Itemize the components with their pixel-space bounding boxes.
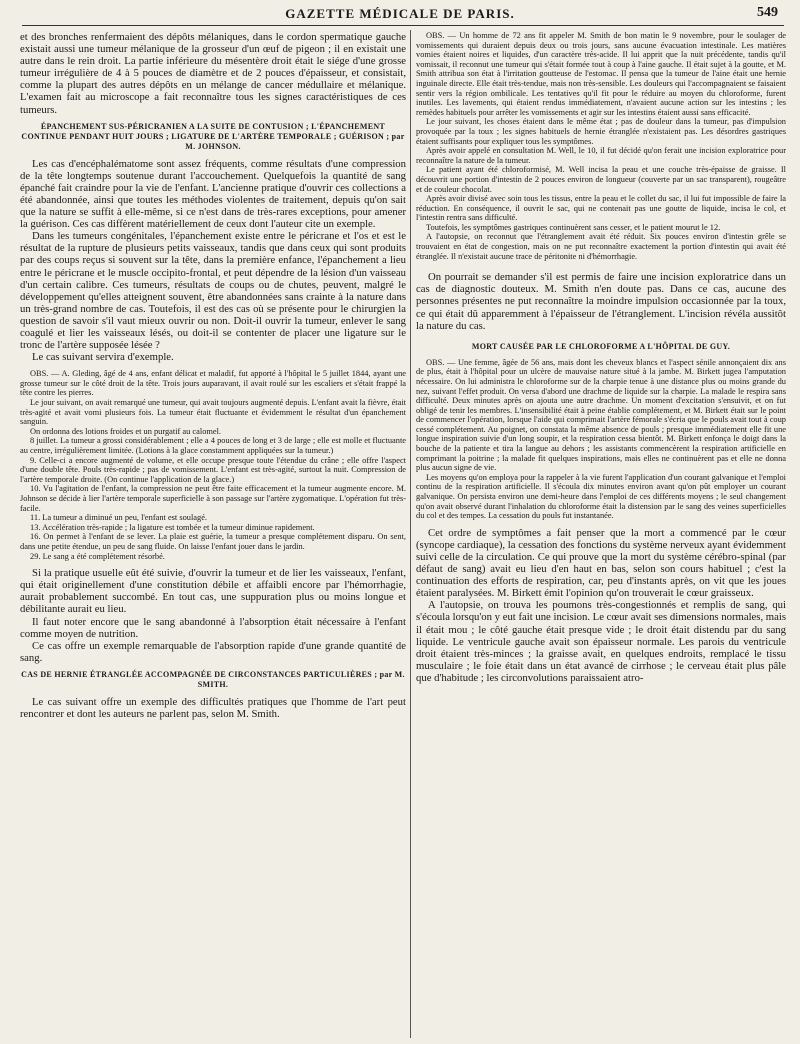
column-divider bbox=[410, 30, 411, 1038]
observation-paragraph: 11. La tumeur a diminué un peu, l'enfant est soulagé. bbox=[30, 513, 208, 523]
paragraph: Cet ordre de symptômes a fait penser que la mort a commencé par le cœur (syncope cardiaque), la cessation des fonctions du système nerveux ayant évidemment suivi celle de la circulation. Ce qui prouve que la mort du système cérébro-spinal (par défaut de sang) avait eu lieu d'en haut en bas, selon son cours habituel ; c'est la continuation des efforts de respiration, car, peu d'instants après, on vit que les joues étaient paralysées. M. Birkett émit l'opinion qu'on trouverait le cœur graisseux. bbox=[416, 526, 786, 600]
paragraph: Le cas suivant servira d'exemple. bbox=[32, 351, 174, 364]
observation-paragraph: Les moyens qu'on employa pour la rappeler à la vie furent l'application d'un courant galvanique et l'emploi continu de la respiration artificielle. Il s'écoula dix minutes environ avant qu'on pût employer un courant galvanique. On persista environ une demi-heure dans l'emploi de ces différents moyens ; le seul changement qu'on avait observé durant l'inhalation du chloroforme était la distension par le sang des veines superficielles du col et des tempes. La cessation du pouls fut instantanée. bbox=[416, 472, 786, 521]
observation-paragraph: 29. Le sang a été complétement résorbé. bbox=[30, 551, 165, 561]
section-heading: ÉPANCHEMENT SUS-PÉRICRANIEN A LA SUITE DE CONTUSION ; L'ÉPANCHEMENT CONTINUE PENDANT HUIT JOURS ; LIGATURE DE L'ARTÈRE TEMPORALE ; GUÉRISON ; par M. JOHNSON. bbox=[21, 121, 405, 151]
observation-paragraph: On ordonna des lotions froides et un purgatif au calomel. bbox=[30, 426, 222, 436]
left-column bbox=[20, 31, 406, 1036]
paragraph: Le cas suivant offre un exemple des difficultés pratiques que l'homme de l'art peut rencontrer et dont les auteurs ne parlent pas, selon M. Smith. bbox=[20, 695, 406, 720]
paragraph: et des bronches renfermaient des dépôts mélaniques, dans le cordon spermatique gauche existait aussi une tumeur mélanique de la grosseur d'un œuf de pigeon ; il en existait une autre dans le rein droit. La partie inférieure du mésentère droit était le siége d'une grosse tumeur irrégulière de 4 à 5 pouces de diamètre et de 2 pouces d'épaisseur, et consistait, comme la plupart des autres dépôts en un mélange de cancer médullaire et mélanique. L'examen fait au microscope a fait reconnaître tous les signes caractéristiques de ces tumeurs. bbox=[20, 31, 406, 116]
observation-paragraph: OBS. — A. Gleding, âgé de 4 ans, enfant délicat et maladif, fut apporté à l'hôpital le 5 juillet 1844, ayant une grosse tumeur sur le côté droit de la tête. Trois jours auparavant, il avait roulé sur les escaliers et s'était frappé la tête contre les pierres. bbox=[20, 369, 406, 398]
paragraph: On pourrait se demander s'il est permis de faire une incision exploratrice dans un cas de diagnostic douteux. M. Smith n'en doute pas. Dans ce cas, aucune des personnes présentes ne put reconnaître la moindre impulsion occasionnée par la toux, ce qui était dû apparemment à l'épaisseur de l'étranglement. L'incision révéla aussitôt la nature du cas. bbox=[416, 271, 786, 332]
observation-paragraph: 13. Accélération très-rapide ; la ligature est tombée et la tumeur diminue rapidement. bbox=[30, 522, 315, 532]
section-heading: MORT CAUSÉE PAR LE CHLOROFORME A L'HÔPITAL DE GUY. bbox=[471, 341, 731, 351]
observation-paragraph: OBS. — Un homme de 72 ans fit appeler M. Smith de bon matin le 9 novembre, pour le soulager de vomissements qui duraient depuis deux ou trois jours, sans aucune évacuation intestinale. Les matières vomies étaient noires et liquides, d'un caractère très-acide. Il lui apprit que la nuit précédente, tandis qu'il vomissait, il reconnut une tumeur qui s'était formée tout à coup à l'aine gauche. Il était sujet à la goutte, et M. Smith attribua son état à l'irritation goutteuse de l'estomac. Il pensa que la tumeur de l'aine était une hernie inguinale directe. Elle était très-tendue, mais non très-sensible. Les douleurs qui l'accompagnaient se faisaient sentir vers la région ombilicale. Les tentatives qu'il fit pour le réduire au moyen du chloroforme, furent inutiles. Les lavements, qui étaient rendus immédiatement, n'avaient aucune action sur les intestins ; les remèdes habituels pour arrêter les vomissements et agir sur les intestins étaient aussi sans efficacité. bbox=[416, 31, 786, 117]
page-number: 549 bbox=[757, 5, 778, 20]
observation-paragraph: 8 juillet. La tumeur a grossi considérablement ; elle a 4 pouces de long et 3 de large ; elle est molle et fluctuante au centre, irrégulièrement limitée. (Lotions à la glace constamment appliquées sur la tumeur.) bbox=[20, 436, 406, 455]
header-rule bbox=[22, 25, 784, 26]
paragraph: Il faut noter encore que le sang abandonné à l'absorption était nécessaire à l'enfant comme moyen de nutrition. bbox=[20, 615, 406, 640]
observation-paragraph: Le jour suivant, on avait remarqué une tumeur, qui avait toujours augmenté depuis. L'enfant avait la fièvre, était très-agité et avait vomi plusieurs fois. La tumeur était fluctuante et évidemment le résultat d'un épanchement sanguin. bbox=[20, 398, 406, 427]
observation-paragraph: 10. Vu l'agitation de l'enfant, la compression ne peut être faite efficacement et la tumeur augmente encore. M. Johnson se décide à lier l'artère temporale superficielle à son passage sur l'artère zygomatique. L'opération fut très-facile. bbox=[20, 484, 406, 513]
observation-paragraph: OBS. — Une femme, âgée de 56 ans, mais dont les cheveux blancs et l'aspect sénile annonçaient dix ans de plus, était à l'hôpital pour un ulcère de mauvaise nature situé à la jambe. M. Birkett jugea l'amputation nécessaire. On lui administra le chloroforme sur de la charpie tenue à une distance plus ou moins grande du nez, suivant l'effet produit. On versa d'abord une drachme de liquide sur la charpie. La malade le respira sans difficulté. Deux minutes après on ajouta une autre drachme. Un moment d'excitation s'ensuivit, et on fut obligé de tenir les membres. L'insensibilité était à peine établie complétement, et M. Birkett était sur le point de commencer l'opération, lorsque l'aide qui comprimait l'artère fémorale s'écria que le pouls avait tout à coup cessé complétement. Au poignet, on constata la même absence de pouls ; presque immédiatement elle fit une longue inspiration suivie d'un long soupir, et la respiration cessa bientôt. M. Birkett enfonça le doigt dans la bouche de la patiente et tira la langue au dehors ; les assistants commencèrent la respiration artificielle en comprimant la poitrine ; la malade fit quelques inspirations, mais elles ne continuèrent pas et elle ne donna plus aucun signe de vie. bbox=[416, 357, 786, 473]
observation-paragraph: 9. Celle-ci a encore augmenté de volume, et elle occupe presque toute l'étendue du crâne ; elle offre l'aspect d'une double tête. Pouls très-rapide ; pas de vomissement. L'enfant est très-agité, surtout la nuit. Compression de l'artère temporale droite. (On continue l'application de la glace.) bbox=[20, 455, 406, 484]
paragraph: A l'autopsie, on trouva les poumons très-congestionnés et remplis de sang, qui s'écoula lorsqu'on y eut fait une incision. Le cœur avait ses dimensions normales, mais il était mou ; le côté gauche était presque vide ; le droit était distendu par du sang liquide. Le ventricule gauche avait son épaisseur normale. Les parois du ventricule droit étaient très-minces ; la graisse avait, en quelques endroits, remplacé le tissu musculaire ; le foie était dans un état avancé de cirrhose ; le cerveau était plus pâle que d'habitude ; les circonvolutions paraissaient atro- bbox=[416, 599, 786, 684]
observation-paragraph: Après avoir divisé avec soin tous les tissus, entre la peau et le collet du sac, il lui fut impossible de faire la réduction. En conséquence, il ouvrit le sac, qui ne contenait pas une goutte de liquide, incisa le col, et l'intestin rentra sans difficulté. bbox=[416, 194, 786, 223]
observation-paragraph: Le patient ayant été chloroformisé, M. Well incisa la peau et une couche très-épaisse de graisse. Il découvrit une portion d'intestin de 2 pouces environ de longueur (couverte par un sac transparent), rougeâtre et de couleur chocolat. bbox=[416, 165, 786, 194]
paragraph: Les cas d'encéphalématome sont assez fréquents, comme résultats d'une compression de la tête longtemps soutenue durant l'accouchement. Quelquefois la quantité de sang épanché fait craindre pour la vie de l'enfant. L'ancienne pratique d'ouvrir ces collections a été abandonnée, ainsi que toutes les méthodes violentes de traitement, depuis qu'on sait que la nature se suffit à elle-même, si ce n'est dans de très-rares exceptions, pour amener la guérison. Ces cas diffèrent matériellement de ceux dont l'auteur cite un exemple. bbox=[20, 157, 406, 231]
journal-title: GAZETTE MÉDICALE DE PARIS. bbox=[285, 6, 515, 21]
observation-paragraph: Après avoir appelé en consultation M. Well, le 10, il fut décidé qu'on ferait une incision exploratrice pour reconnaître la nature de la tumeur. bbox=[416, 146, 786, 165]
observation-paragraph: Toutefois, les symptômes gastriques continuèrent sans cesser, et le patient mourut le 12. bbox=[426, 222, 721, 232]
observation-paragraph: Le jour suivant, les choses étaient dans le même état ; pas de douleur dans la tumeur, pas d'impulsion provoquée par la toux ; les signes habituels de hernie étranglée n'existaient pas. Les désordres gastriques étaient suffisants pour expliquer tous les symptômes. bbox=[416, 117, 786, 146]
paragraph: Dans les tumeurs congénitales, l'épanchement existe entre le péricrane et l'os et est le résultat de la rupture de plusieurs petits vaisseaux, tandis que dans ceux qui sont produits par des coups reçus si souvent sur la tête, dans la première enfance, l'épanchement a lieu entre le péricrane et le muscle occipito-frontal, et peut dépendre de la lésion d'un vaisseau d'un certain calibre. Ces tumeurs, résultats de coups ou de chutes, peuvent, malgré le développement qu'elles atteignent souvent, être abandonnées sans crainte à la nature dans un très-grand nombre de cas. Toutefois, il est des cas où se présente pour le chirurgien la question de savoir s'il vaut mieux ouvrir ou non. Doit-il ouvrir la tumeur, enlever le sang coagulé et lier les vaisseaux lésés, ou doit-il se contenter de placer une ligature sur le tronc de l'artère supposée lésée ? bbox=[20, 230, 406, 352]
right-column bbox=[416, 31, 786, 1036]
section-heading: CAS DE HERNIE ÉTRANGLÉE ACCOMPAGNÉE DE CIRCONSTANCES PARTICULIÈRES ; par M. SMITH. bbox=[21, 669, 405, 689]
paragraph: Si la pratique usuelle eût été suivie, d'ouvrir la tumeur et de lier les vaisseaux, l'enfant, qui était originellement d'une constitution débile et affaibli encore par l'hémorrhagie, aurait probablement succombé. En tout cas, une suppuration plus ou moins longue et débilitante aurait eu lieu. bbox=[20, 567, 406, 616]
observation-paragraph: A l'autopsie, on reconnut que l'étranglement avait été réduit. Six pouces environ d'intestin grêle se trouvaient en état de congestion, mais on ne put reconnaître exactement la portion d'intestin qui avait été étranglée. Il n'existait aucune trace de péritonite ni d'hémorrhagie. bbox=[416, 232, 786, 261]
observation-paragraph: 16. On permet à l'enfant de se lever. La plaie est guérie, la tumeur a presque complétement disparu. On sent, dans une petite étendue, un peu de sang fluide. On laisse l'enfant jouer dans le jardin. bbox=[20, 532, 406, 551]
paragraph: Ce cas offre un exemple remarquable de l'absorption rapide d'une grande quantité de sang. bbox=[20, 639, 406, 664]
page-header bbox=[0, 0, 800, 26]
